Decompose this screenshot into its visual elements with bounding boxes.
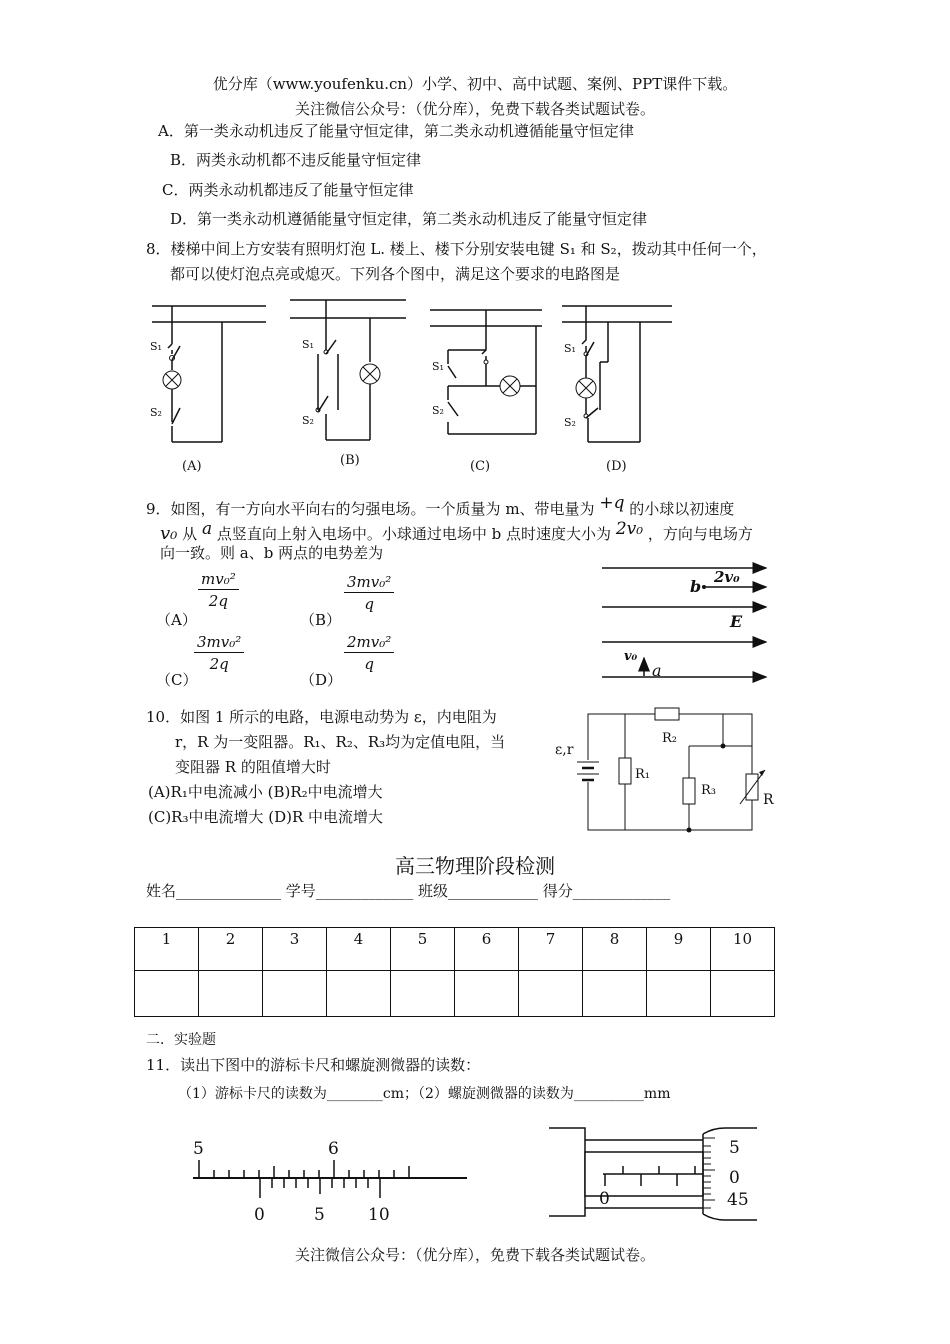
answer-cell [711, 971, 775, 1017]
circuit-a [150, 306, 266, 474]
q9-option-d-fraction [344, 633, 394, 673]
answer-table [134, 927, 775, 1017]
answer-col-7: 7 [519, 928, 583, 971]
q9-v0: v₀ [160, 523, 178, 544]
q9-frac-a-num: mv₀² [198, 570, 239, 590]
q8-line-2: 都可以使灯泡点亮或熄灭。下列各个图中，满足这个要求的电路图是 [170, 265, 621, 283]
field-e-label: E [730, 612, 743, 631]
q10-circuit-figure [555, 700, 785, 835]
answer-table-header-row [135, 928, 775, 971]
caliper-vernier-0: 0 [254, 1205, 265, 1225]
q9-speed-b: 2v₀ [615, 519, 644, 539]
micrometer-thimble-45: 45 [727, 1190, 749, 1210]
caliper-vernier-10: 10 [368, 1205, 390, 1225]
answer-cell [391, 971, 455, 1017]
circuit-b-s1-label: S₁ [302, 338, 314, 351]
circuit-b-label: (B) [340, 453, 360, 468]
q9-line-2c: ，方向与电场方 [647, 525, 753, 543]
q10-line-2: r，R 为一变阻器。R₁、R₂、R₃均为定值电阻，当 [175, 733, 506, 751]
part2-heading: 二．实验题 [146, 1032, 216, 1048]
header-line-1: 优分库（www.youfenku.cn）小学、初中、高中试题、案例、PPT课件下载。 [212, 75, 738, 93]
q9-frac-b-den: q [364, 595, 374, 613]
q9-charge: +q [599, 493, 625, 513]
answer-cell [583, 971, 647, 1017]
answer-col-5: 5 [391, 928, 455, 971]
q9-frac-a-den: 2q [208, 592, 228, 610]
q7-option-b: B．两类永动机都不违反能量守恒定律 [170, 151, 422, 169]
circuit-b [290, 300, 406, 468]
caliper-main-5: 5 [193, 1139, 204, 1159]
answer-cell [647, 971, 711, 1017]
q10-r3-label: R₃ [701, 783, 716, 798]
q11-line-2: （1）游标卡尺的读数为________cm；（2）螺旋测微器的读数为__________mm [178, 1086, 671, 1102]
micrometer-figure [545, 1122, 760, 1222]
answer-col-3: 3 [263, 928, 327, 971]
micrometer-thimble-ticks [703, 1138, 715, 1208]
answer-col-2: 2 [199, 928, 263, 971]
q7-option-a: A．第一类永动机违反了能量守恒定律，第二类永动机遵循能量守恒定律 [158, 122, 634, 140]
answer-cell [199, 971, 263, 1017]
q10-options-ab: (A)R₁中电流减小 (B)R₂中电流增大 [148, 783, 383, 801]
q9-frac-b-num: 3mv₀² [344, 573, 394, 593]
q10-options-cd: (C)R₃中电流增大 (D)R 中电流增大 [148, 808, 384, 826]
answer-col-1: 1 [135, 928, 199, 971]
q9-point-a: a [201, 519, 213, 539]
q9-option-b-fraction [344, 573, 394, 613]
q8-circuits-figure [140, 292, 680, 477]
circuit-c [430, 310, 542, 474]
caliper-vernier-5: 5 [314, 1205, 325, 1225]
field-v0-label: v₀ [624, 649, 638, 664]
q10-line-3: 变阻器 R 的阻值增大时 [175, 758, 331, 776]
answer-cell [455, 971, 519, 1017]
vernier-caliper-figure [185, 1130, 475, 1225]
micrometer-thimble-0: 0 [729, 1168, 740, 1188]
answer-cell [519, 971, 583, 1017]
field-a-label: a [652, 661, 662, 680]
answer-col-4: 4 [327, 928, 391, 971]
header-line-2: 关注微信公众号：（优分库），免费下载各类试题试卷。 [294, 100, 655, 118]
circuit-d-label: (D) [606, 459, 627, 474]
q9-line-2b: 点竖直向上射入电场中。小球通过电场中 b 点时速度大小为 [216, 525, 612, 543]
q10-r1-label: R₁ [635, 767, 650, 782]
q9-line-3: 向一致。则 a、b 两点的电势差为 [160, 544, 384, 562]
field-2v0-label: 2v₀ [714, 568, 740, 586]
caliper-main-6: 6 [328, 1139, 339, 1159]
circuit-a-s1-label: S₁ [150, 340, 162, 353]
q7-option-d: D．第一类永动机遵循能量守恒定律，第二类永动机违反了能量守恒定律 [170, 210, 648, 228]
answer-cell [135, 971, 199, 1017]
circuit-a-label: (A) [182, 459, 202, 474]
answer-cell [263, 971, 327, 1017]
footer: 关注微信公众号：（优分库），免费下载各类试题试卷。 [294, 1246, 655, 1264]
q10-source-label: ε,r [555, 742, 574, 758]
q9-line-1 [146, 494, 734, 518]
answer-col-8: 8 [583, 928, 647, 971]
circuit-c-s2-label: S₂ [432, 404, 444, 417]
circuit-c-label: (C) [470, 459, 491, 474]
q7-option-c: C．两类永动机都违反了能量守恒定律 [162, 181, 414, 199]
q10-r-label: R [763, 792, 774, 808]
answer-col-10: 10 [711, 928, 775, 971]
answer-table-blank-row [135, 971, 775, 1017]
q9-option-d-label: （D） [300, 671, 343, 689]
q9-line-1b: 的小球以初速度 [629, 500, 735, 518]
q9-frac-c-num: 3mv₀² [194, 633, 244, 653]
caliper-vernier-ticks [260, 1178, 380, 1198]
q9-frac-d-den: q [364, 655, 374, 673]
q9-option-a-fraction [198, 570, 239, 610]
answer-cell [327, 971, 391, 1017]
circuit-d-s1-label: S₁ [564, 342, 576, 355]
q9-line-1a: 9．如图，有一方向水平向右的匀强电场。一个质量为 m、带电量为 [146, 500, 595, 518]
micrometer-thimble-5: 5 [729, 1138, 740, 1158]
q9-electric-field-figure [596, 560, 776, 686]
q9-frac-c-den: 2q [209, 655, 229, 673]
q9-option-c-fraction [194, 633, 244, 673]
circuit-c-s1-label: S₁ [432, 360, 444, 373]
circuit-a-s2-label: S₂ [150, 406, 162, 419]
field-b-label: b [690, 577, 702, 596]
q10-line-1: 10．如图 1 所示的电路，电源电动势为 ε，内电阻为 [146, 708, 497, 726]
circuit-b-s2-label: S₂ [302, 414, 314, 427]
q8-line-1: 8．楼梯中间上方安装有照明灯泡 L. 楼上、楼下分别安装电键 S₁ 和 S₂，拨动其中任何一个， [146, 240, 767, 258]
q11-line-1: 11．读出下图中的游标卡尺和螺旋测微器的读数： [146, 1056, 481, 1074]
q9-option-b-label: （B） [300, 611, 342, 629]
answer-col-9: 9 [647, 928, 711, 971]
student-info-line: 姓名______________ 学号_____________ 班级____________ 得分_____________ [146, 882, 671, 900]
caliper-main-ticks [199, 1160, 409, 1178]
q9-option-c-label: （C） [156, 671, 198, 689]
circuit-d-s2-label: S₂ [564, 416, 576, 429]
q9-option-a-label: （A） [156, 611, 197, 629]
micrometer-sleeve-0: 0 [599, 1189, 610, 1209]
page-title: 高三物理阶段检测 [395, 854, 555, 878]
answer-col-6: 6 [455, 928, 519, 971]
q9-line-2 [160, 520, 753, 543]
q9-line-2a: 从 [182, 525, 198, 543]
circuit-d [562, 306, 672, 474]
q9-frac-d-num: 2mv₀² [344, 633, 394, 653]
q10-r2-label: R₂ [662, 731, 677, 746]
